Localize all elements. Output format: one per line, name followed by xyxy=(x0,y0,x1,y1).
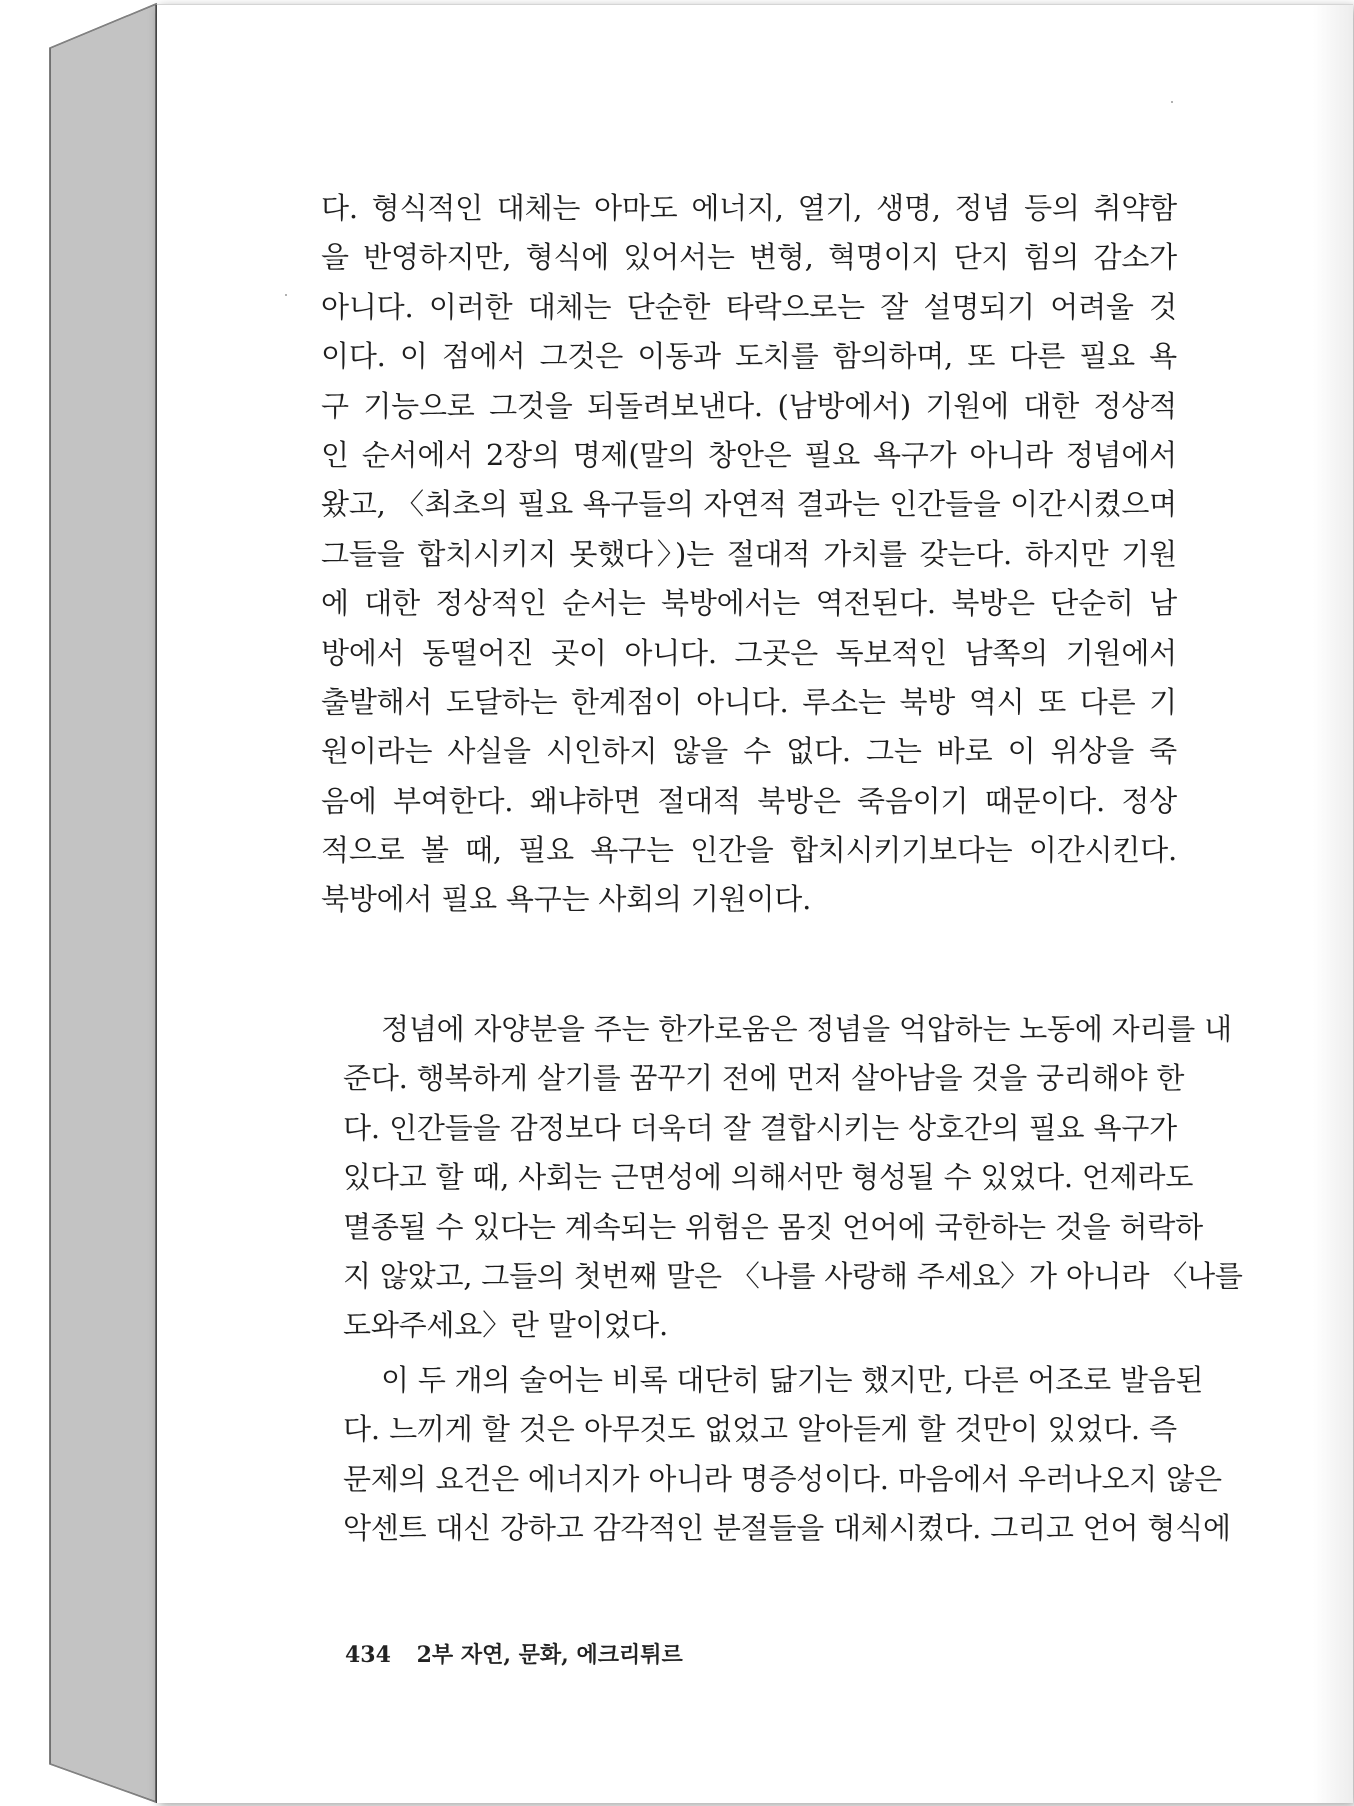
body-paragraph-3 xyxy=(343,1356,1231,1554)
text-line: 다. 형식적인 대체는 아마도 에너지, 열기, 생명, 정념 등의 취약함 xyxy=(321,191,1177,225)
running-title: 2부 자연, 문화, 에크리튀르 xyxy=(416,1642,683,1668)
body-paragraph-1 xyxy=(321,184,1177,925)
text-line: 악센트 대신 강하고 감각적인 분절들을 대체시켰다. 그리고 언어 형식에 xyxy=(343,1511,1231,1546)
text-line: 그들을 합치시키지 못했다〉)는 절대적 가치를 갖는다. 하지만 기원 xyxy=(321,536,1177,571)
text-line: 문제의 요건은 에너지가 아니라 명증성이다. 마음에서 우러나오지 않은 xyxy=(343,1461,1222,1496)
text-line: 음에 부여한다. 왜냐하면 절대적 북방은 죽음이기 때문이다. 정상 xyxy=(321,783,1177,818)
page-speck xyxy=(1171,101,1173,103)
text-line: 인 순서에서 2장의 명제(말의 창안은 필요 욕구가 아니라 정념에서 xyxy=(321,437,1177,472)
text-line: 출발해서 도달하는 한계점이 아니다. 루소는 북방 역시 또 다른 기 xyxy=(321,684,1177,719)
text-line: 있다고 할 때, 사회는 근면성에 의해서만 형성될 수 있었다. 언제라도 xyxy=(343,1160,1194,1195)
text-line: 준다. 행복하게 살기를 꿈꾸기 전에 먼저 살아남을 것을 궁리해야 한 xyxy=(343,1061,1185,1096)
page-speck xyxy=(285,294,287,296)
text-line: 이다. 이 점에서 그것은 이동과 도치를 함의하며, 또 다른 필요 욕 xyxy=(321,339,1177,374)
text-line: 지 않았고, 그들의 첫번째 말은 〈나를 사랑해 주세요〉가 아니라 〈나를 xyxy=(343,1258,1243,1293)
text-line: 이 두 개의 술어는 비록 대단히 닮기는 했지만, 다른 어조로 발음된 xyxy=(381,1363,1204,1397)
text-line: 도와주세요〉란 말이었다. xyxy=(343,1308,668,1343)
text-line: 아니다. 이러한 대체는 단순한 타락으로는 잘 설명되기 어려울 것 xyxy=(321,289,1177,324)
text-line: 왔고, 〈최초의 필요 욕구들의 자연적 결과는 인간들을 이간시켰으며 xyxy=(321,487,1177,522)
document-page xyxy=(156,4,1353,1803)
text-line: 원이라는 사실을 시인하지 않을 수 없다. 그는 바로 이 위상을 죽 xyxy=(321,734,1177,769)
text-line: 방에서 동떨어진 곳이 아니다. 그곳은 독보적인 남쪽의 기원에서 xyxy=(321,635,1177,670)
body-paragraph-2 xyxy=(343,1005,1243,1351)
page-footer xyxy=(345,1638,683,1669)
text-line: 을 반영하지만, 형식에 있어서는 변형, 혁명이지 단지 힘의 감소가 xyxy=(321,240,1177,275)
text-line: 멸종될 수 있다는 계속되는 위험은 몸짓 언어에 국한하는 것을 허락하 xyxy=(343,1209,1203,1244)
page-number: 434 xyxy=(345,1642,391,1668)
text-line: 다. 느끼게 할 것은 아무것도 없었고 알아듣게 할 것만이 있었다. 즉 xyxy=(343,1412,1177,1447)
text-line: 에 대한 정상적인 순서는 북방에서는 역전된다. 북방은 단순히 남 xyxy=(321,586,1177,621)
text-line: 구 기능으로 그것을 되돌려보낸다. (남방에서) 기원에 대한 정상적 xyxy=(321,388,1177,423)
text-line: 북방에서 필요 욕구는 사회의 기원이다. xyxy=(321,882,812,917)
text-line: 정념에 자양분을 주는 한가로움은 정념을 억압하는 노동에 자리를 내 xyxy=(381,1012,1232,1046)
text-line: 적으로 볼 때, 필요 욕구는 인간을 합치시키기보다는 이간시킨다. xyxy=(321,833,1177,868)
text-line: 다. 인간들을 감정보다 더욱더 잘 결합시키는 상호간의 필요 욕구가 xyxy=(343,1110,1177,1145)
